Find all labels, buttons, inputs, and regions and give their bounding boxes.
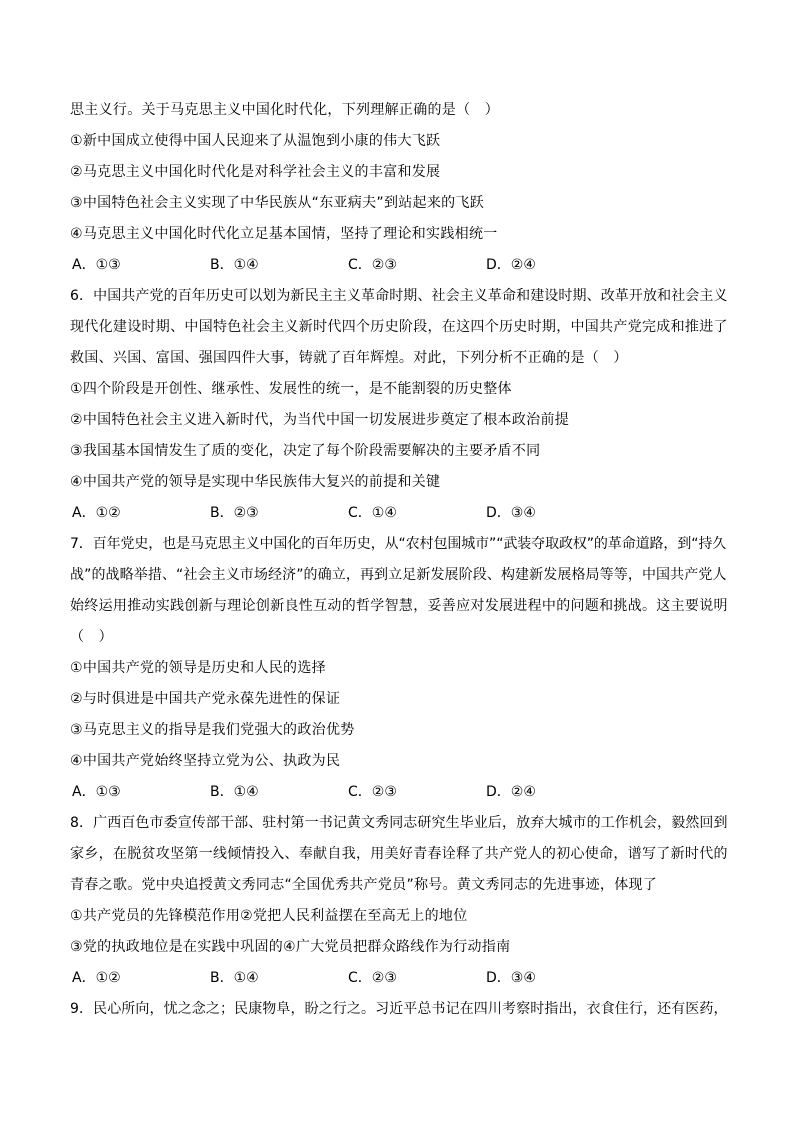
q7-options xyxy=(70,777,730,808)
q6-stem-line-1: 6．中国共产党的百年历史可以划为新民主主义革命时期、社会主义革命和建设时期、改革开放和社会主义 xyxy=(70,288,728,304)
q5-item-1: ①新中国成立使得中国人民迎来了从温饱到小康的伟大飞跃 xyxy=(70,133,441,149)
q5-item-3: ③中国特色社会主义实现了中华民族从“东亚病夫”到站起来的飞跃 xyxy=(70,195,485,211)
q6-options xyxy=(70,498,730,529)
q8-option-d: D．③④ xyxy=(486,970,536,986)
q7-item-1: ①中国共产党的领导是历史和人民的选择 xyxy=(70,660,326,676)
q7-stem-line-4: （ ） xyxy=(70,629,113,645)
q8-options xyxy=(70,963,730,994)
q8-option-b: B．①④ xyxy=(210,970,259,986)
q7-option-b: B．①④ xyxy=(210,784,259,800)
q5-option-c: C．②③ xyxy=(348,257,397,273)
q7-option-c: C．②③ xyxy=(348,784,397,800)
q7-option-a: A．①③ xyxy=(72,784,121,800)
q8-option-c: C．②③ xyxy=(348,970,397,986)
q6-stem-line-2: 现代化建设时期、中国特色社会主义新时代四个历史阶段，在这四个历史时期，中国共产党完成和推进了 xyxy=(70,319,728,335)
q7-option-d: D．②④ xyxy=(486,784,536,800)
q7-item-4: ④中国共产党始终坚持立党为公、执政为民 xyxy=(70,753,341,769)
q8-item-1: ①共产党员的先锋模范作用②党把人民利益摆在至高无上的地位 xyxy=(70,908,468,924)
q7-item-3: ③马克思主义的指导是我们党强大的政治优势 xyxy=(70,722,355,738)
q8-stem-line-3: 青春之歌。党中央追授黄文秀同志“全国优秀共产党员”称号。黄文秀同志的先进事迹，体现了 xyxy=(70,877,658,893)
q5-item-4: ④马克思主义中国化时代化立足基本国情，坚持了理论和实践相统一 xyxy=(70,226,498,242)
q8-stem-line-2: 家乡，在脱贫攻坚第一线倾情投入、奉献自我，用美好青春诠释了共产党人的初心使命，谱写了新时代的 xyxy=(70,846,728,862)
q6-item-3: ③我国基本国情发生了质的变化，决定了每个阶段需要解决的主要矛盾不同 xyxy=(70,443,541,459)
q5-stem-line: 思主义行。关于马克思主义中国化时代化，下列理解正确的是（ ） xyxy=(70,102,499,118)
q7-stem-line-3: 始终运用推动实践创新与理论创新良性互动的哲学智慧，妥善应对发展进程中的问题和挑战。这主要说明 xyxy=(70,598,728,614)
q6-item-2: ②中国特色社会主义进入新时代，为当代中国一切发展进步奠定了根本政治前提 xyxy=(70,412,570,428)
q5-options xyxy=(70,250,730,281)
q6-stem-line-3: 救国、兴国、富国、强国四件大事，铸就了百年辉煌。对此，下列分析不正确的是（ ） xyxy=(70,350,628,366)
q6-option-d: D．③④ xyxy=(486,505,536,521)
q6-option-c: C．①④ xyxy=(348,505,397,521)
q5-item-2: ②马克思主义中国化时代化是对科学社会主义的丰富和发展 xyxy=(70,164,441,180)
q6-item-4: ④中国共产党的领导是实现中华民族伟大复兴的前提和关键 xyxy=(70,474,441,490)
q6-option-a: A．①② xyxy=(72,505,121,521)
q8-option-a: A．①② xyxy=(72,970,121,986)
q5-option-d: D．②④ xyxy=(486,257,536,273)
q7-stem-line-2: 战”的战略举措、“社会主义市场经济”的确立，再到立足新发展阶段、构建新发展格局等等，中国共产党人 xyxy=(70,567,727,583)
q7-stem-line-1: 7．百年党史，也是马克思主义中国化的百年历史，从“农村包围城市”“武装夺取政权”的革命道路，到“持久 xyxy=(70,536,727,552)
q8-item-2: ③党的执政地位是在实践中巩固的④广大党员把群众路线作为行动指南 xyxy=(70,939,511,955)
q6-item-1: ①四个阶段是开创性、继承性、发展性的统一，是不能割裂的历史整体 xyxy=(70,381,512,397)
q5-option-a: A．①③ xyxy=(72,257,121,273)
q9-stem-line-1: 9．民心所向，忧之念之；民康物阜，盼之行之。习近平总书记在四川考察时指出，衣食住行，还有医药， xyxy=(70,1001,728,1017)
q7-item-2: ②与时俱进是中国共产党永葆先进性的保证 xyxy=(70,691,341,707)
q6-option-b: B．②③ xyxy=(210,505,259,521)
document-page xyxy=(70,95,730,1025)
q5-option-b: B．①④ xyxy=(210,257,259,273)
q8-stem-line-1: 8．广西百色市委宣传部干部、驻村第一书记黄文秀同志研究生毕业后，放弃大城市的工作机会，毅然回到 xyxy=(70,815,728,831)
